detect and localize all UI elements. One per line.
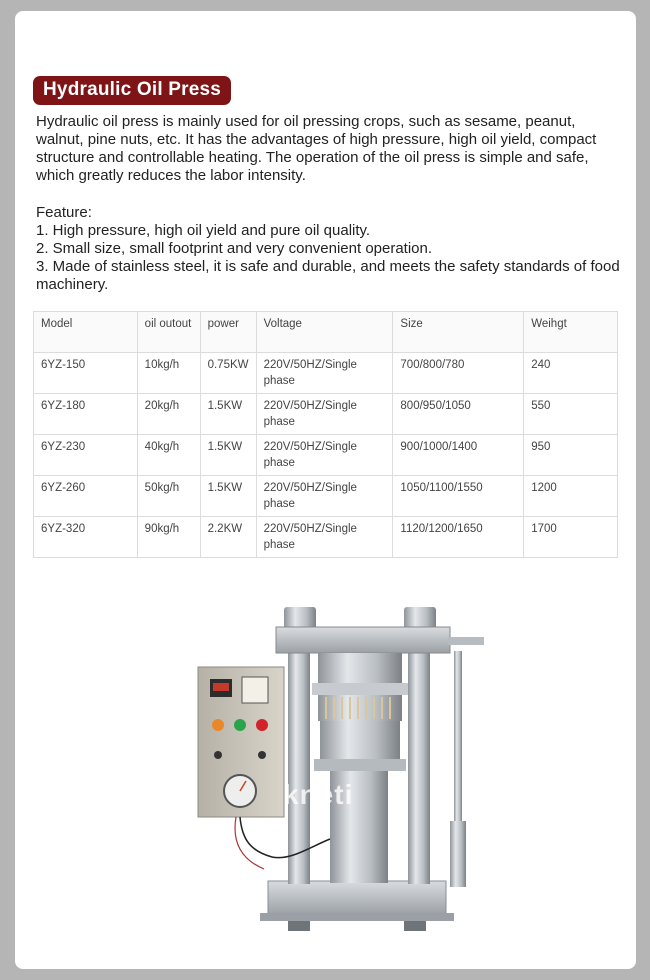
cell-model: 6YZ-180 bbox=[34, 394, 138, 435]
column-header-size: Size bbox=[393, 312, 524, 353]
cell-oil-output: 40kg/h bbox=[137, 435, 200, 476]
intro-paragraph: Hydraulic oil press is mainly used for oil pressing crops, such as sesame, peanut, walnut, pine nuts, etc. It has the advantages of high pressure, high oil yield, compact structure and controllable heating. The operation of the oil press is simple and safe, which greatly reduces the labor intensity. bbox=[36, 113, 597, 184]
table-row bbox=[34, 353, 618, 394]
oil-press-photo bbox=[180, 589, 490, 939]
cell-voltage: 220V/50HZ/Single phase bbox=[256, 353, 393, 394]
feature-heading: Feature: bbox=[36, 204, 92, 221]
cell-oil-output: 90kg/h bbox=[137, 517, 200, 558]
cell-weight: 240 bbox=[524, 353, 618, 394]
cell-power: 2.2KW bbox=[200, 517, 256, 558]
cell-model: 6YZ-150 bbox=[34, 353, 138, 394]
cell-size: 1050/1100/1550 bbox=[393, 476, 524, 517]
cell-size: 1120/1200/1650 bbox=[393, 517, 524, 558]
cell-power: 1.5KW bbox=[200, 476, 256, 517]
column-header-weight: Weihgt bbox=[524, 312, 618, 353]
table-row bbox=[34, 394, 618, 435]
cell-oil-output: 50kg/h bbox=[137, 476, 200, 517]
table-row bbox=[34, 476, 618, 517]
cell-model: 6YZ-320 bbox=[34, 517, 138, 558]
cell-weight: 1200 bbox=[524, 476, 618, 517]
cell-weight: 950 bbox=[524, 435, 618, 476]
cell-voltage: 220V/50HZ/Single phase bbox=[256, 435, 393, 476]
cell-power: 0.75KW bbox=[200, 353, 256, 394]
page-title: Hydraulic Oil Press bbox=[33, 76, 231, 105]
watermark-text: kneti bbox=[283, 779, 354, 810]
cell-power: 1.5KW bbox=[200, 435, 256, 476]
cell-voltage: 220V/50HZ/Single phase bbox=[256, 476, 393, 517]
cell-oil-output: 20kg/h bbox=[137, 394, 200, 435]
column-header-voltage: Voltage bbox=[256, 312, 393, 353]
feature-list bbox=[36, 204, 626, 294]
cell-power: 1.5KW bbox=[200, 394, 256, 435]
cell-weight: 1700 bbox=[524, 517, 618, 558]
table-header-row bbox=[34, 312, 618, 353]
cell-size: 800/950/1050 bbox=[393, 394, 524, 435]
spec-table bbox=[33, 311, 618, 558]
feature-item: 3. Made of stainless steel, it is safe and durable, and meets the safety standards of food machinery. bbox=[36, 258, 620, 293]
column-header-power: power bbox=[200, 312, 256, 353]
column-header-oil-output: oil outout bbox=[137, 312, 200, 353]
table-row bbox=[34, 435, 618, 476]
table-row bbox=[34, 517, 618, 558]
cell-size: 700/800/780 bbox=[393, 353, 524, 394]
cell-size: 900/1000/1400 bbox=[393, 435, 524, 476]
feature-item: 2. Small size, small footprint and very convenient operation. bbox=[36, 240, 433, 257]
feature-item: 1. High pressure, high oil yield and pure oil quality. bbox=[36, 222, 371, 239]
cell-oil-output: 10kg/h bbox=[137, 353, 200, 394]
cell-model: 6YZ-260 bbox=[34, 476, 138, 517]
content-card bbox=[15, 11, 636, 969]
cell-model: 6YZ-230 bbox=[34, 435, 138, 476]
column-header-model: Model bbox=[34, 312, 138, 353]
cell-voltage: 220V/50HZ/Single phase bbox=[256, 517, 393, 558]
cell-voltage: 220V/50HZ/Single phase bbox=[256, 394, 393, 435]
cell-weight: 550 bbox=[524, 394, 618, 435]
